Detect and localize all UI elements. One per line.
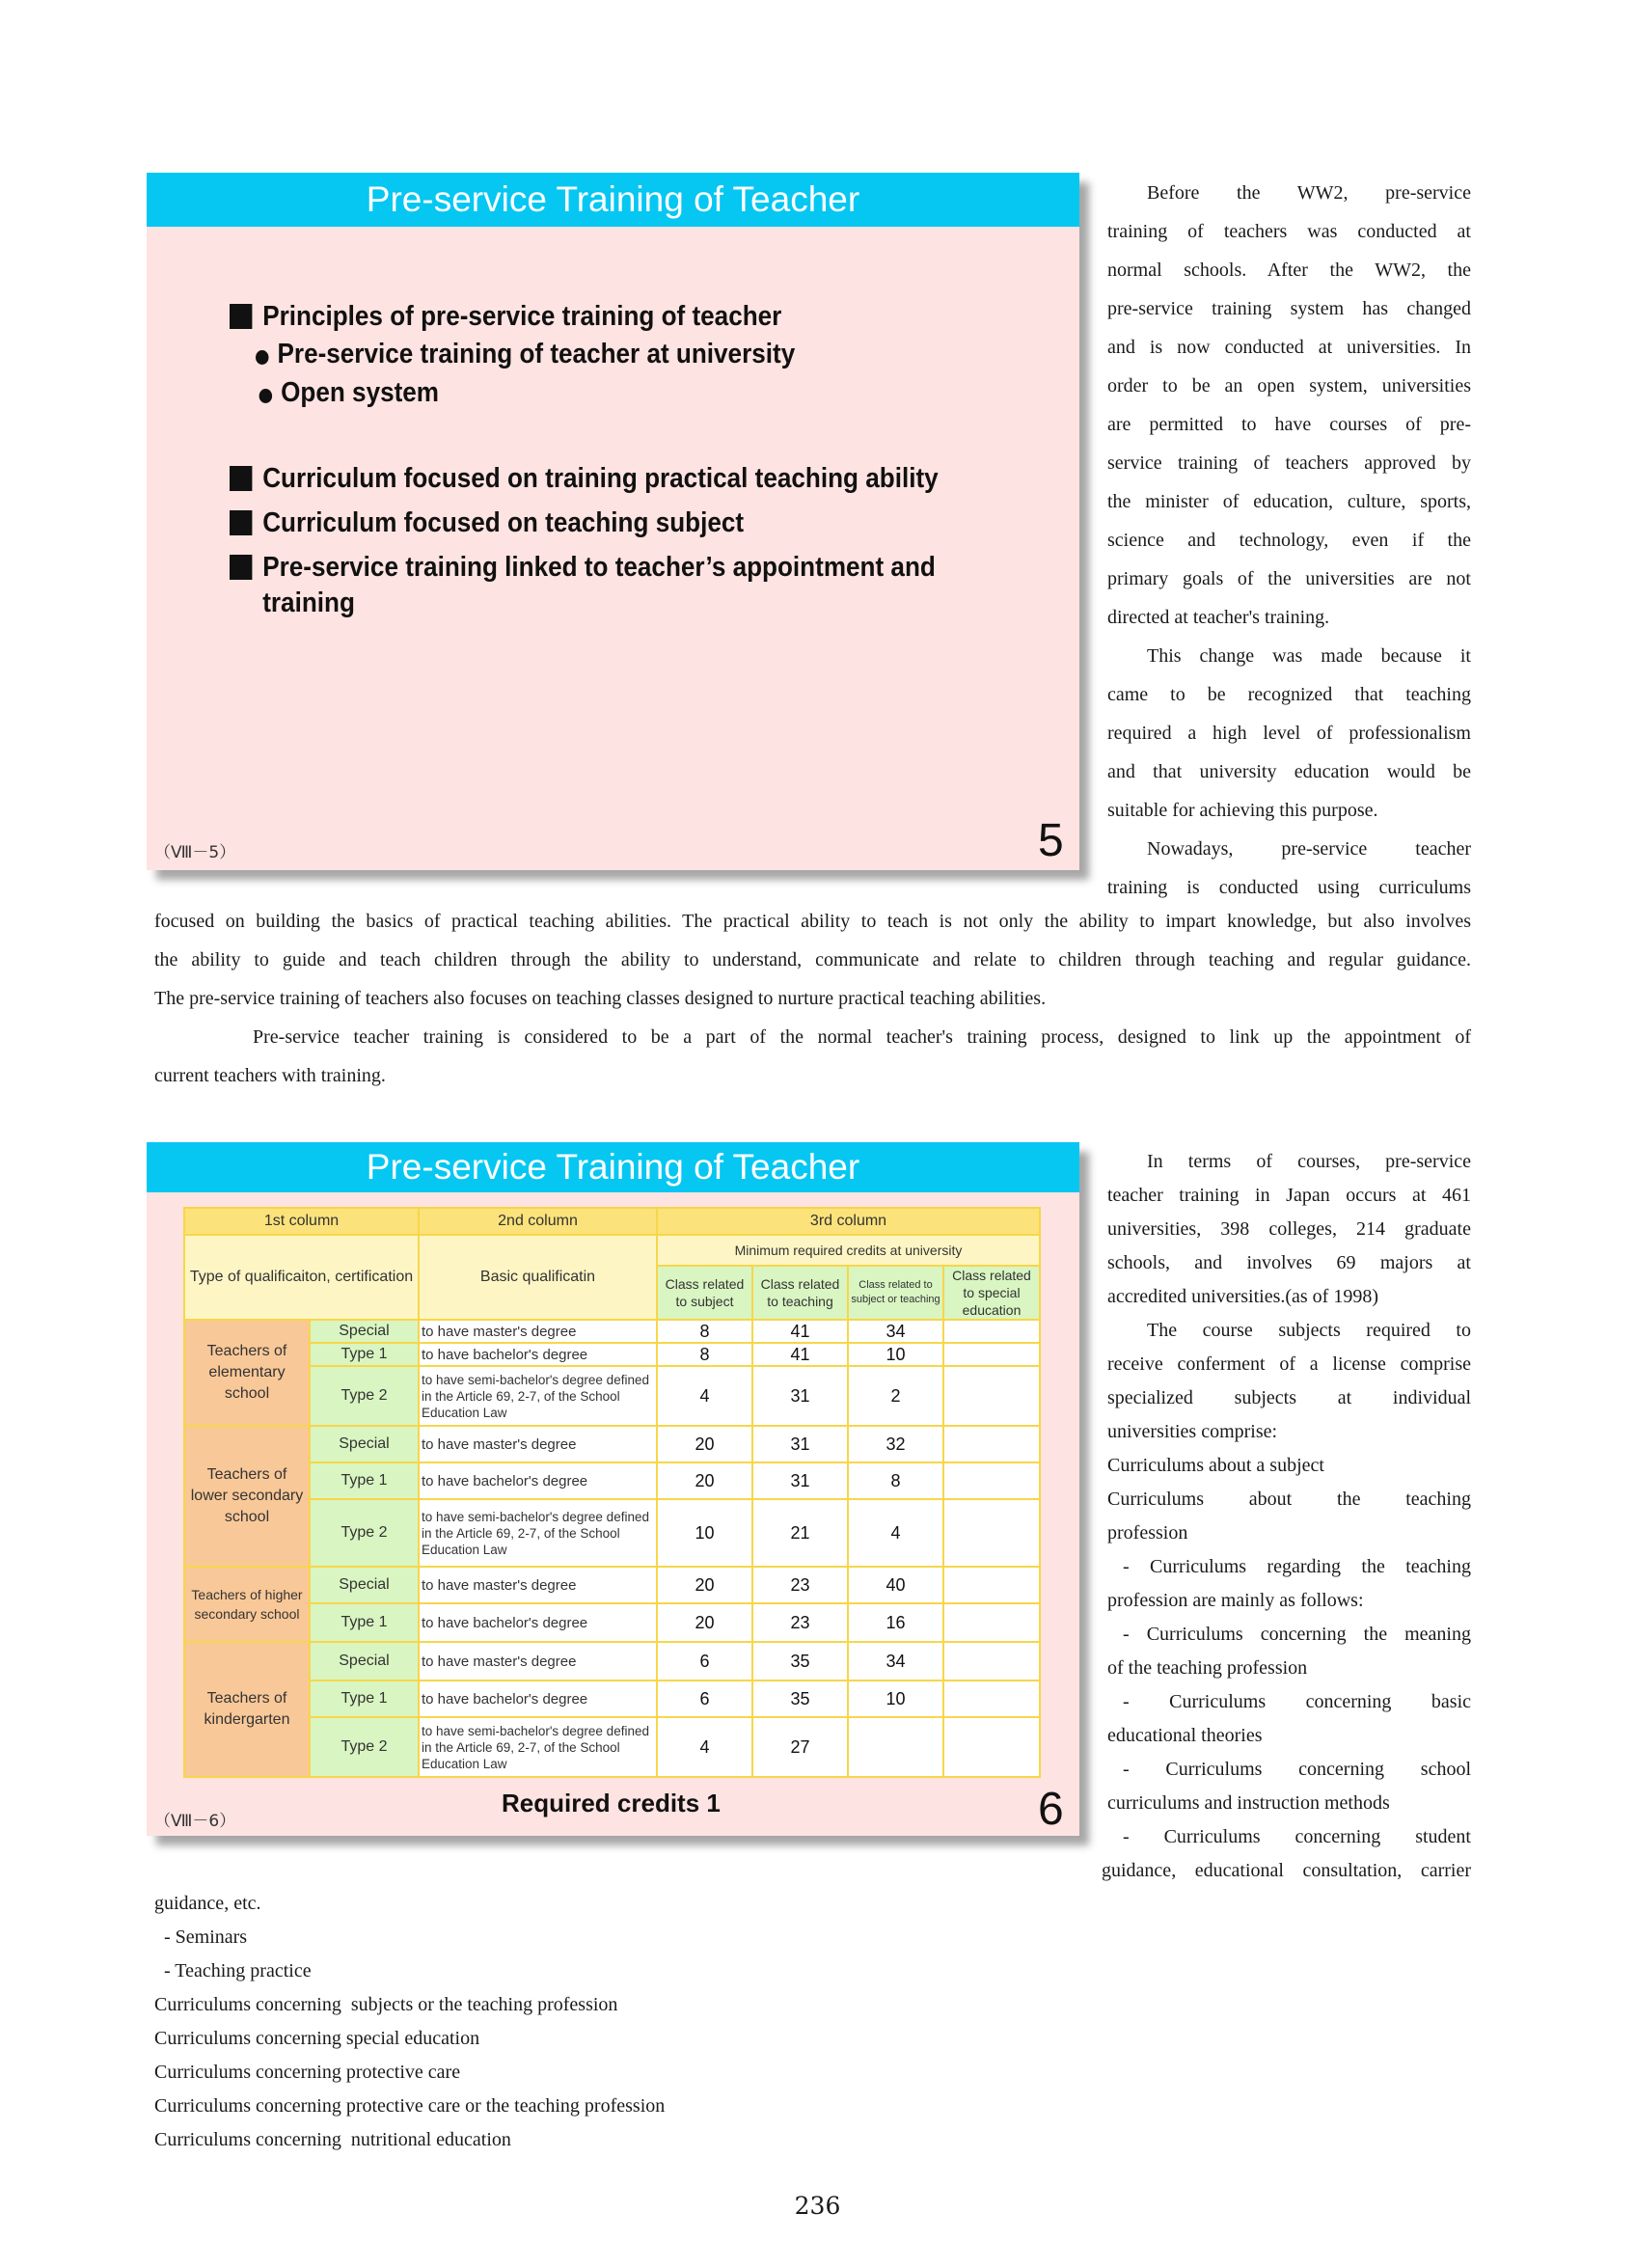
type-cell: Type 1 [310,1343,419,1366]
sub-bullet-text: Open system [281,377,440,408]
text-line: required a high level of professionalism [1107,723,1471,744]
qualification-table [183,1207,1041,1778]
square-bullet-icon [230,466,252,491]
table-row [184,1681,1040,1717]
text-line: - Curriculums regarding the teaching [1123,1556,1471,1577]
credit-cell: 4 [657,1366,752,1426]
text-line: the minister of education, culture, sports, [1107,491,1471,512]
table-body [184,1320,1040,1777]
credit-cell [943,1343,1040,1366]
bullet-text: Principles of pre-service training of teacher [262,301,782,332]
basic-qualification-cell: to have master's degree [419,1426,657,1462]
table-row [184,1499,1040,1567]
credit-cell: 23 [752,1567,848,1603]
slide-5 [147,173,1079,870]
type-cell: Type 1 [310,1462,419,1499]
side-text-column-2 [1102,1145,1471,1888]
text-line: the ability to guide and teach children through the ability to understand, communicate and relate to children through teaching and regular guidance. [154,949,1471,970]
credit-cell [943,1642,1040,1681]
table-row [184,1642,1040,1681]
text-line: specialized subjects at individual [1107,1387,1471,1408]
column-header: 1st column [184,1208,419,1235]
credit-cell: 41 [752,1320,848,1343]
credit-cell: 10 [848,1343,943,1366]
credit-cell: 34 [848,1642,943,1681]
text-line: guidance, educational consultation, carrier [1102,1860,1471,1881]
list-item: Curriculums concerning protective care or the teaching profession [154,2095,666,2117]
text-line: are permitted to have courses of pre- [1107,414,1471,435]
square-bullet-icon [230,510,252,535]
credit-cell [943,1603,1040,1642]
min-credits-header: Minimum required credits at university [657,1235,1040,1266]
group-label: Teachers of lower secondary school [184,1426,310,1567]
text-line: - Curriculums concerning basic [1123,1691,1471,1712]
text-line: profession are mainly as follows: [1107,1590,1364,1611]
credit-cell: 8 [657,1320,752,1343]
credit-cell: 32 [848,1426,943,1462]
text-line: Curriculums about a subject [1107,1455,1324,1476]
credit-cell [943,1462,1040,1499]
table-row [184,1462,1040,1499]
sub-header: Class related to subject or teaching [848,1266,943,1320]
sub-bullet-item [256,335,976,373]
credit-cell: 35 [752,1642,848,1681]
bullet-item [230,298,976,335]
sub-header: Class related to teaching [752,1266,848,1320]
credit-cell [943,1499,1040,1567]
slide-reference: （Ⅷ－6） [154,1812,236,1831]
slide-bullet-list [230,298,976,620]
table-row [184,1567,1040,1603]
credit-cell: 31 [752,1426,848,1462]
bullet-text: Curriculum focused on teaching subject [262,507,745,538]
slide-title: Pre-service Training of Teacher [147,1142,1079,1192]
slide-6 [147,1142,1079,1836]
text-line: The pre-service training of teachers also focuses on teaching classes designed to nurture practical teaching abilities. [154,988,1047,1009]
column-header: 3rd column [657,1208,1040,1235]
list-item: Curriculums concerning subjects or the teaching profession [154,1994,618,2015]
group-label: Teachers of kindergarten [184,1642,310,1777]
basic-qualification-cell: to have bachelor's degree [419,1681,657,1717]
text-line: - Curriculums concerning the meaning [1123,1624,1471,1645]
bullet-continuation: training [262,587,355,618]
type-cell: Type 1 [310,1681,419,1717]
dot-bullet-icon [256,350,269,365]
credit-cell [848,1717,943,1777]
square-bullet-icon [230,304,252,329]
group-label: Teachers of elementary school [184,1320,310,1426]
text-line: profession [1107,1522,1188,1544]
list-item: - Seminars [154,1926,248,1948]
sub-bullet-text: Pre-service training of teacher at university [277,339,796,369]
text-line: Curriculums about the teaching [1107,1489,1471,1510]
credit-cell [943,1567,1040,1603]
type-cell: Type 1 [310,1603,419,1642]
text-line: came to be recognized that teaching [1107,684,1471,705]
text-line: normal schools. After the WW2, the [1107,260,1471,281]
bullet-text: Curriculum focused on training practical teaching ability [262,463,939,494]
type-cell: Type 2 [310,1499,419,1567]
square-bullet-icon [230,555,252,580]
basic-qualification-cell: to have semi-bachelor's degree defined in the Article 69, 2-7, of the School Education Law [419,1717,657,1777]
credit-cell: 34 [848,1320,943,1343]
basic-qualification-cell: to have bachelor's degree [419,1603,657,1642]
text-line: - Curriculums concerning school [1123,1759,1471,1780]
text-line: suitable for achieving this purpose. [1107,800,1378,821]
table-row [184,1366,1040,1426]
text-line: Pre-service teacher training is considered to be a part of the normal teacher's training process, designed to link up the appointment of [253,1026,1471,1048]
list-item: guidance, etc. [154,1893,261,1914]
type-cell: Type 2 [310,1366,419,1426]
body-paragraph-1 [154,902,1471,1095]
bullet-item [230,549,976,586]
text-line: This change was made because it [1147,645,1471,667]
credit-cell: 6 [657,1642,752,1681]
text-line: training is conducted using curriculums [1107,877,1471,898]
text-line: primary goals of the universities are not [1107,568,1471,589]
page-number: 236 [794,2192,841,2220]
text-line: accredited universities.(as of 1998) [1107,1286,1379,1307]
credit-cell [943,1717,1040,1777]
credit-cell [943,1320,1040,1343]
text-line: teacher training in Japan occurs at 461 [1107,1185,1471,1206]
text-line: training of teachers was conducted at [1107,221,1471,242]
text-line: of the teaching profession [1107,1657,1308,1679]
basic-qualification-cell: to have master's degree [419,1642,657,1681]
table-row [184,1603,1040,1642]
list-item: Curriculums concerning special education [154,2028,480,2049]
column-header: 2nd column [419,1208,657,1235]
slide-reference: （Ⅷ－5） [154,843,236,862]
basic-qualification-cell: to have master's degree [419,1320,657,1343]
type-cell: Type 2 [310,1717,419,1777]
credit-cell: 41 [752,1343,848,1366]
sub-bullet-item [259,373,976,412]
credit-cell: 10 [657,1499,752,1567]
type-cell: Special [310,1320,419,1343]
table-row [184,1717,1040,1777]
text-line: universities comprise: [1107,1421,1278,1442]
text-line: The course subjects required to [1147,1320,1471,1341]
group-label: Teachers of higher secondary school [184,1567,310,1642]
credit-cell: 31 [752,1462,848,1499]
text-line: Nowadays, pre-service teacher [1147,838,1471,860]
credit-cell: 4 [657,1717,752,1777]
credit-cell [943,1426,1040,1462]
list-item: Curriculums concerning nutritional education [154,2129,511,2150]
sub-header: Class related to special education [943,1266,1040,1320]
text-line: and that university education would be [1107,761,1471,782]
credit-cell: 8 [657,1343,752,1366]
credit-cell: 16 [848,1603,943,1642]
basic-qualification-cell: to have semi-bachelor's degree defined in the Article 69, 2-7, of the School Education Law [419,1499,657,1567]
text-line: and is now conducted at universities. In [1107,337,1471,358]
credit-cell: 20 [657,1603,752,1642]
text-line: receive conferment of a license comprise [1107,1353,1471,1375]
text-line: order to be an open system, universities [1107,375,1471,396]
basic-qualification-cell: to have bachelor's degree [419,1343,657,1366]
table-row [184,1426,1040,1462]
credit-cell [943,1681,1040,1717]
credit-cell: 20 [657,1426,752,1462]
bullet-item [230,460,976,497]
table-row [184,1320,1040,1343]
credit-cell: 2 [848,1366,943,1426]
text-line: pre-service training system has changed [1107,298,1471,319]
curriculum-list [154,1887,665,2157]
type-cell: Special [310,1426,419,1462]
table-row [184,1343,1040,1366]
text-line: curriculums and instruction methods [1107,1792,1390,1814]
side-text-column-1 [1107,174,1471,907]
credit-cell: 20 [657,1462,752,1499]
list-item: Curriculums concerning protective care [154,2062,461,2083]
credit-cell [943,1366,1040,1426]
credit-cell: 40 [848,1567,943,1603]
text-line: In terms of courses, pre-service [1147,1151,1471,1172]
text-line: science and technology, even if the [1107,530,1471,551]
credit-cell: 23 [752,1603,848,1642]
basic-qualification-cell: to have bachelor's degree [419,1462,657,1499]
slide-number: 6 [1038,1784,1064,1835]
credit-cell: 35 [752,1681,848,1717]
basic-qualification-cell: to have master's degree [419,1567,657,1603]
text-line: - Curriculums concerning student [1123,1826,1471,1847]
text-line: educational theories [1107,1725,1263,1746]
sub-header: Class related to subject [657,1266,752,1320]
credit-cell: 21 [752,1499,848,1567]
bullet-item [230,505,976,541]
list-item: - Teaching practice [154,1960,312,1981]
text-line: universities, 398 colleges, 214 graduate [1107,1218,1471,1240]
credit-cell: 10 [848,1681,943,1717]
slide-number: 5 [1038,815,1064,866]
basic-qualification-cell: to have semi-bachelor's degree defined in the Article 69, 2-7, of the School Education Law [419,1366,657,1426]
text-line: schools, and involves 69 majors at [1107,1252,1471,1273]
text-line: directed at teacher's training. [1107,607,1330,628]
type-header: Type of qualificaiton, certification [184,1235,419,1320]
dot-bullet-icon [259,389,273,403]
type-cell: Special [310,1567,419,1603]
text-line: service training of teachers approved by [1107,452,1471,474]
credit-cell: 6 [657,1681,752,1717]
text-line: focused on building the basics of practical teaching abilities. The practical ability to teach is not only the ability to impart knowledge, but also involves [154,911,1471,932]
credit-cell: 31 [752,1366,848,1426]
text-line: Before the WW2, pre-service [1147,182,1471,204]
credit-cell: 27 [752,1717,848,1777]
type-cell: Special [310,1642,419,1681]
text-line: current teachers with training. [154,1065,386,1086]
basic-header: Basic qualificatin [419,1235,657,1320]
credit-cell: 20 [657,1567,752,1603]
bullet-text: Pre-service training linked to teacher’s appointment and [262,552,936,583]
credit-cell: 8 [848,1462,943,1499]
credit-cell: 4 [848,1499,943,1567]
required-credits-caption: Required credits 1 [502,1789,721,1817]
slide-title: Pre-service Training of Teacher [147,173,1079,227]
